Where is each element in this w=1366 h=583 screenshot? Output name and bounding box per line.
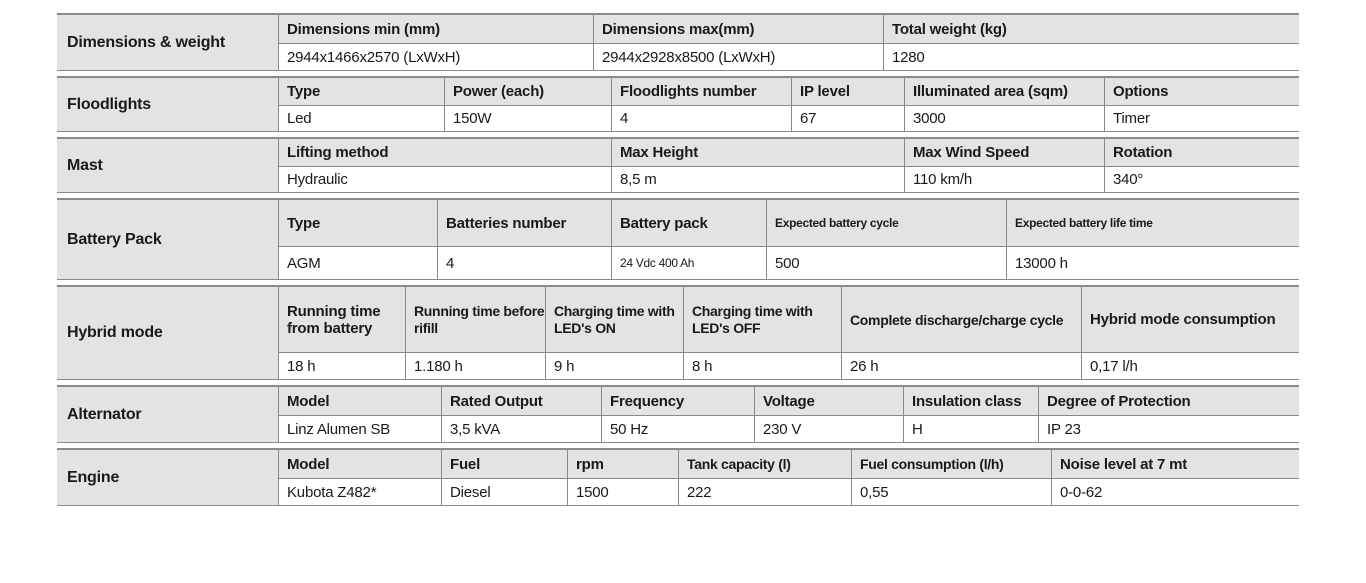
value-row <box>279 416 1299 442</box>
value-cell: H <box>903 416 1038 442</box>
value-cell: Led <box>287 110 312 127</box>
header-cell: Type <box>287 83 321 100</box>
value-cell: 2944x2928x8500 (LxWxH) <box>593 44 883 70</box>
value-cell: 0,55 <box>851 479 1051 505</box>
value-cell: 67 <box>791 106 904 131</box>
value-cell: 3000 <box>904 106 1104 131</box>
header-cell: Running time from battery <box>287 302 381 337</box>
value-cell: Diesel <box>441 479 567 505</box>
header-cell: Degree of Protection <box>1038 387 1299 415</box>
value-row <box>279 44 1299 70</box>
section-floodlights <box>57 76 1299 132</box>
header-row <box>279 450 1299 479</box>
section-mast <box>57 137 1299 193</box>
value-cell: 3,5 kVA <box>441 416 601 442</box>
header-cell: Rotation <box>1104 139 1299 166</box>
header-row <box>279 15 1299 44</box>
value-cell: 13000 h <box>1006 247 1299 279</box>
header-row <box>279 200 1299 247</box>
header-cell: Fuel consumption (l/h) <box>851 450 1051 478</box>
header-cell: Floodlights number <box>611 78 791 105</box>
value-cell: Hydraulic <box>287 171 348 188</box>
value-cell: 26 h <box>841 353 1081 379</box>
value-cell: 222 <box>678 479 851 505</box>
header-cell: Running time before rifill <box>405 287 545 352</box>
header-cell: Type <box>287 214 321 232</box>
header-cell: Hybrid mode consumption <box>1081 287 1299 352</box>
header-cell: IP level <box>791 78 904 105</box>
header-cell: Charging time with LED's OFF <box>683 287 841 352</box>
value-cell: 1.180 h <box>405 353 545 379</box>
header-cell: Power (each) <box>444 78 611 105</box>
header-cell: Rated Output <box>441 387 601 415</box>
value-cell: 8,5 m <box>611 167 904 192</box>
header-cell: Dimensions min (mm) <box>287 20 440 38</box>
header-cell: Tank capacity (l) <box>678 450 851 478</box>
section-battery-pack <box>57 198 1299 280</box>
header-cell: Noise level at 7 mt <box>1051 450 1299 478</box>
section-hybrid-mode <box>57 285 1299 380</box>
value-cell: AGM <box>287 254 321 272</box>
value-cell: 4 <box>611 106 791 131</box>
value-cell: 0-0-62 <box>1051 479 1299 505</box>
header-cell: Options <box>1104 78 1299 105</box>
value-cell: Linz Alumen SB <box>287 420 391 438</box>
header-cell: Voltage <box>754 387 903 415</box>
header-cell: Insulation class <box>903 387 1038 415</box>
header-cell: Battery pack <box>611 200 766 246</box>
value-row <box>279 167 1299 192</box>
header-cell: Fuel <box>441 450 567 478</box>
value-cell: 9 h <box>545 353 683 379</box>
section-label: Engine <box>57 450 279 505</box>
value-cell: 2944x1466x2570 (LxWxH) <box>287 48 461 66</box>
value-cell: 110 km/h <box>904 167 1104 192</box>
value-row <box>279 479 1299 505</box>
value-cell: 1280 <box>883 44 1299 70</box>
value-cell: 1500 <box>567 479 678 505</box>
section-label: Alternator <box>57 387 279 442</box>
header-cell: rpm <box>567 450 678 478</box>
header-cell: Expected battery cycle <box>766 200 1006 246</box>
value-row <box>279 353 1299 379</box>
section-label: Hybrid mode <box>57 287 279 379</box>
header-row <box>279 139 1299 167</box>
header-cell: Max Wind Speed <box>904 139 1104 166</box>
header-cell: Frequency <box>601 387 754 415</box>
value-cell: 230 V <box>754 416 903 442</box>
section-label: Dimensions & weight <box>57 15 279 70</box>
value-cell: 0,17 l/h <box>1081 353 1299 379</box>
header-cell: Dimensions max(mm) <box>593 15 883 43</box>
header-cell: Max Height <box>611 139 904 166</box>
value-row <box>279 106 1299 131</box>
header-cell: Model <box>287 392 330 410</box>
header-cell: Batteries number <box>437 200 611 246</box>
section-dimensions-weight <box>57 13 1299 71</box>
header-cell: Total weight (kg) <box>883 15 1299 43</box>
value-cell: 18 h <box>287 357 316 375</box>
value-cell: Timer <box>1104 106 1299 131</box>
header-row <box>279 387 1299 416</box>
section-alternator <box>57 385 1299 443</box>
header-cell: Complete discharge/charge cycle <box>841 287 1081 352</box>
value-cell: IP 23 <box>1038 416 1299 442</box>
header-cell: Model <box>287 455 330 473</box>
value-cell: 4 <box>437 247 611 279</box>
section-engine <box>57 448 1299 506</box>
value-cell: 50 Hz <box>601 416 754 442</box>
value-cell: 24 Vdc 400 Ah <box>611 247 766 279</box>
value-cell: 8 h <box>683 353 841 379</box>
section-label: Floodlights <box>57 78 279 131</box>
header-cell: Lifting method <box>287 144 389 161</box>
header-row <box>279 78 1299 106</box>
value-cell: Kubota Z482* <box>287 483 377 501</box>
header-cell: Charging time with LED's ON <box>545 287 683 352</box>
header-cell: Expected battery life time <box>1006 200 1299 246</box>
value-cell: 340° <box>1104 167 1299 192</box>
value-cell: 150W <box>444 106 611 131</box>
section-label: Battery Pack <box>57 200 279 279</box>
spec-sheet <box>57 13 1299 511</box>
value-row <box>279 247 1299 279</box>
header-cell: Illuminated area (sqm) <box>904 78 1104 105</box>
header-row <box>279 287 1299 353</box>
value-cell: 500 <box>766 247 1006 279</box>
section-label: Mast <box>57 139 279 192</box>
